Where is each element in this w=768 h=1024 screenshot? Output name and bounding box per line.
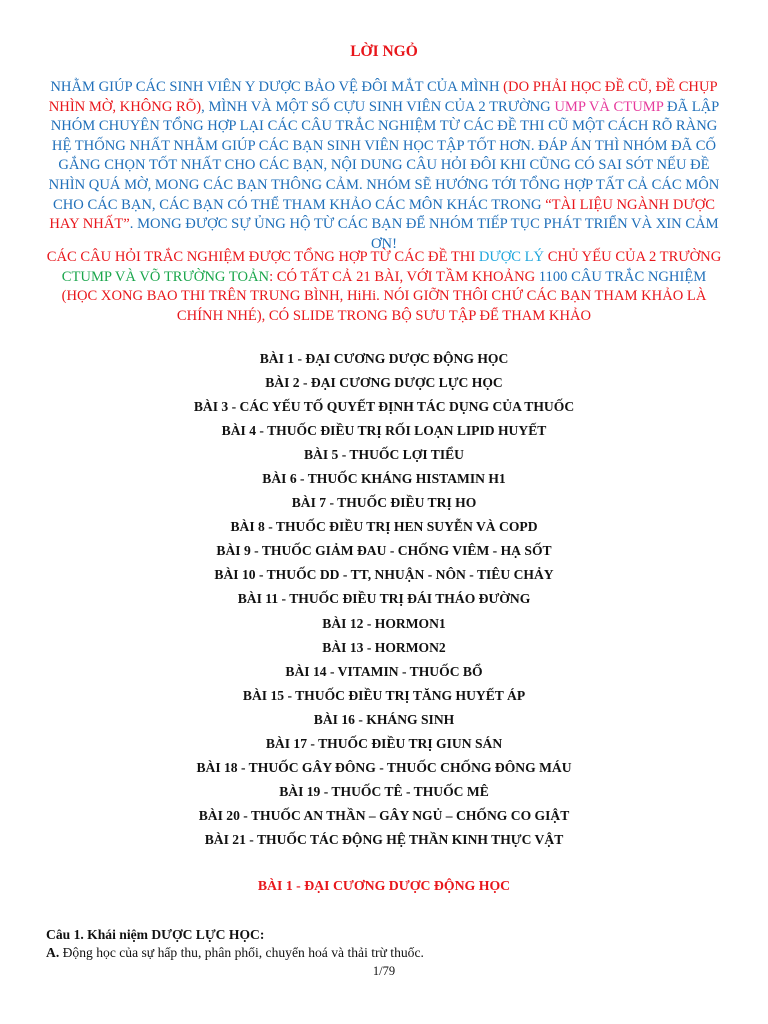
toc-item: BÀI 18 - THUỐC GÂY ĐÔNG - THUỐC CHỐNG ĐÔNG MÁU [196, 759, 572, 775]
toc-item: BÀI 20 - THUỐC AN THẦN – GÂY NGỦ – CHỐNG CO GIẬT [198, 807, 570, 823]
toc-item: BÀI 12 - HORMON1 [322, 615, 446, 631]
toc-item: BÀI 6 - THUỐC KHÁNG HISTAMIN H1 [262, 471, 506, 487]
toc-item: BÀI 17 - THUỐC ĐIỀU TRỊ GIUN SÁN [265, 735, 503, 751]
note-text-4: CTUMP VÀ VÕ TRƯỜNG TOẢN [61, 268, 270, 285]
answer-option-text: Động học của sự hấp thu, phân phối, chuyển hoá và thải trừ thuốc. [59, 945, 424, 960]
toc-item: BÀI 16 - KHÁNG SINH [313, 711, 455, 727]
toc-item: BÀI 1 - ĐẠI CƯƠNG DƯỢC ĐỘNG HỌC [259, 351, 509, 366]
section-heading: BÀI 1 - ĐẠI CƯƠNG DƯỢC ĐỘNG HỌC [257, 878, 511, 893]
table-of-contents [0, 347, 768, 852]
intro-text-1: NHẰM GIÚP CÁC SINH VIÊN Y DƯỢC BẢO VỆ ĐÔI MẮT CỦA MÌNH [50, 79, 504, 95]
toc-item: BÀI 14 - VITAMIN - THUỐC BỔ [285, 663, 483, 679]
toc-item: BÀI 7 - THUỐC ĐIỀU TRỊ HO [291, 495, 477, 511]
intro-text-7: . MONG ĐƯỢC SỰ ỦNG HỘ TỪ CÁC BẠN ĐỂ NHÓM TIẾP TỤC PHÁT TRIỂN VÀ XIN CẢM ƠN! [129, 216, 719, 252]
page-title: LỜI NGỎ [350, 43, 418, 60]
toc-item: BÀI 2 - ĐẠI CƯƠNG DƯỢC LỰC HỌC [265, 375, 503, 391]
toc-item: BÀI 21 - THUỐC TÁC ĐỘNG HỆ THẦN KINH THỰC VẬT [204, 831, 564, 847]
intro-text-6: “TÀI LIỆU NGÀNH DƯỢC HAY NHẤT” [49, 196, 715, 233]
note-text-3: CHỦ YẾU CỦA 2 TRƯỜNG [544, 249, 722, 265]
question-title: Câu 1. Khái niệm DƯỢC LỰC HỌC: [46, 927, 265, 942]
page-number: 1/79 [372, 964, 396, 978]
intro-text-5: ĐÃ LẬP NHÓM CHUYÊN TỔNG HỢP LẠI CÁC CÂU TRẮC NGHIỆM TỪ CÁC ĐỀ THI CŨ MỘT CÁCH RÕ RÀNG HỆ THỐNG NHẤT NHẰM GIÚP CÁC BẠN SINH VIÊN HỌC TẬP TỐT HƠN. ĐÁP ÁN THÌ NHÓM ĐÃ CỐ GẮNG CHỌN TỐT NHẤT CHO CÁC BẠN, NỘI DUNG CÂU HỎI ĐÔI KHI CŨNG CÓ SAI SÓT NẾU ĐỀ NHÌN QUÁ MỜ, MONG CÁC BẠN THÔNG CẢM. NHÓM SẼ HƯỚNG TỚI TỔNG HỢP TẤT CẢ CÁC MÔN CHO CÁC BẠN, CÁC BẠN CÓ THỂ THAM KHẢO CÁC MÔN KHÁC TRONG [48, 98, 720, 213]
toc-item: BÀI 9 - THUỐC GIẢM ĐAU - CHỐNG VIÊM - HẠ SỐT [216, 543, 552, 559]
toc-item: BÀI 11 - THUỐC ĐIỀU TRỊ ĐÁI THÁO ĐƯỜNG [237, 591, 531, 607]
intro-text-2: (DO PHẢI HỌC ĐỀ CŨ, ĐỀ CHỤP NHÌN MỜ, KHÔNG RÕ) [48, 79, 718, 115]
toc-item: BÀI 3 - CÁC YẾU TỐ QUYẾT ĐỊNH TÁC DỤNG CỦA THUỐC [193, 399, 575, 415]
toc-item: BÀI 10 - THUỐC DD - TT, NHUẬN - NÔN - TIÊU CHẢY [214, 567, 554, 583]
toc-item: BÀI 8 - THUỐC ĐIỀU TRỊ HEN SUYỄN VÀ COPD [230, 519, 538, 535]
note-text-2: DƯỢC LÝ [478, 249, 545, 265]
note-text-1: CÁC CÂU HỎI TRẮC NGHIỆM ĐƯỢC TỔNG HỢP TỪ CÁC ĐỀ THI [46, 249, 479, 265]
note-text-6: 1100 CÂU TRẮC NGHIỆM [538, 268, 707, 285]
toc-item: BÀI 4 - THUỐC ĐIỀU TRỊ RỐI LOẠN LIPID HUYẾT [221, 423, 547, 439]
intro-text-4: UMP VÀ CTUMP [554, 98, 664, 115]
intro-paragraph [44, 78, 724, 254]
note-text-5: : CÓ TẤT CẢ 21 BÀI, VỚI TẦM KHOẢNG [269, 268, 539, 285]
toc-item: BÀI 5 - THUỐC LỢI TIỂU [303, 447, 465, 463]
toc-item: BÀI 15 - THUỐC ĐIỀU TRỊ TĂNG HUYẾT ÁP [242, 687, 526, 703]
answer-option-label: A. [46, 945, 60, 960]
answer-option [46, 945, 424, 961]
note-paragraph [44, 248, 724, 326]
toc-item: BÀI 19 - THUỐC TÊ - THUỐC MÊ [279, 783, 489, 799]
intro-text-3: , MÌNH VÀ MỘT SỐ CỰU SINH VIÊN CỦA 2 TRƯỜNG [201, 98, 555, 115]
toc-item: BÀI 13 - HORMON2 [322, 639, 446, 655]
note-text-7: (HỌC XONG BAO THI TRÊN TRUNG BÌNH, HiHi. NÓI GIỠN THÔI CHỨ CÁC BẠN THAM KHẢO LÀ CHÍNH NHÉ), CÓ SLIDE TRONG BỘ SƯU TẬP ĐỂ THAM KHẢO [61, 288, 707, 324]
